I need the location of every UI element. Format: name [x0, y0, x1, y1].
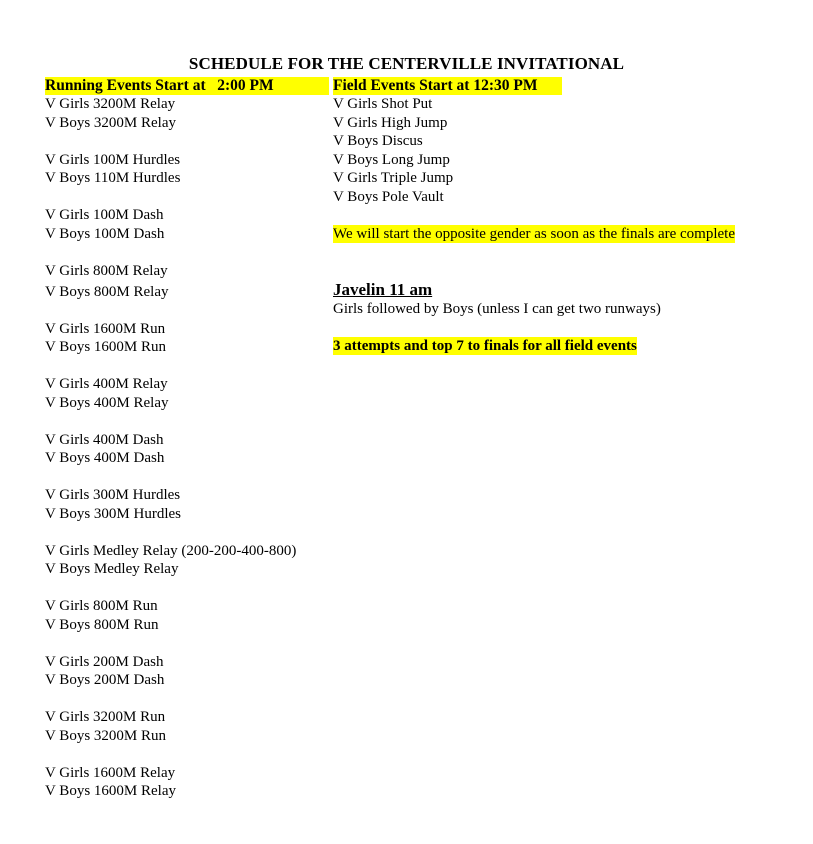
running-event: V Girls 1600M Relay: [45, 764, 176, 781]
opposite-gender-note: We will start the opposite gender as soon as the finals are complete: [333, 225, 736, 242]
spacer: [45, 468, 330, 487]
running-event: V Boys 1600M Run: [45, 339, 166, 355]
finals-rule: 3 attempts and top 7 to finals for all field events: [333, 338, 637, 354]
running-group: [45, 764, 330, 801]
spacer: [333, 206, 803, 225]
running-event: V Girls 800M Relay: [45, 262, 168, 279]
running-event: V Girls Medley Relay (200-200-400-800): [45, 542, 297, 559]
running-event: V Girls 400M Relay: [45, 376, 168, 392]
spacer: [45, 243, 330, 262]
field-event: V Girls Triple Jump: [333, 170, 454, 186]
running-event: V Girls 3200M Relay: [45, 96, 176, 112]
running-group: [45, 320, 330, 357]
running-event: V Boys 200M Dash: [45, 672, 165, 688]
running-event: V Boys 800M Relay: [45, 284, 169, 300]
field-events-list: [333, 95, 803, 356]
opposite-gender-note-row: [333, 225, 803, 244]
spacer: [45, 579, 330, 598]
field-events-header: Field Events Start at 12:30 PM: [333, 77, 562, 95]
running-event: V Girls 100M Dash: [45, 207, 164, 223]
running-event: V Boys 400M Relay: [45, 394, 169, 411]
running-group: [45, 151, 330, 188]
finals-rule-row: [333, 337, 803, 356]
running-group: [45, 206, 330, 243]
running-event: V Girls 1600M Run: [45, 320, 166, 337]
running-event: V Boys 100M Dash: [45, 225, 165, 242]
javelin-note: Girls followed by Boys (unless I can get two runways): [333, 301, 661, 317]
spacer: [333, 243, 803, 280]
running-event: V Boys 1600M Relay: [45, 783, 176, 799]
spacer: [45, 357, 330, 376]
page-title: SCHEDULE FOR THE CENTERVILLE INVITATIONAL: [188, 54, 625, 73]
running-event: V Boys 300M Hurdles: [45, 505, 181, 522]
spacer: [45, 745, 330, 764]
running-event: V Boys 3200M Run: [45, 727, 166, 744]
running-event: V Boys 800M Run: [45, 616, 159, 633]
spacer: [333, 319, 803, 338]
running-group: [45, 708, 330, 745]
running-event: V Girls 400M Dash: [45, 431, 164, 448]
running-group: [45, 653, 330, 690]
spacer: [45, 634, 330, 653]
spacer: [45, 301, 330, 320]
running-event: V Girls 3200M Run: [45, 709, 166, 725]
field-event: V Girls High Jump: [333, 114, 448, 131]
running-event: V Boys 110M Hurdles: [45, 170, 181, 186]
running-group: [45, 95, 330, 132]
spacer: [45, 690, 330, 709]
javelin-title: Javelin 11 am: [333, 280, 433, 299]
running-group: [45, 431, 330, 468]
spacer: [45, 132, 330, 151]
field-event: V Boys Long Jump: [333, 151, 450, 168]
running-group: [45, 375, 330, 412]
field-event: V Boys Pole Vault: [333, 188, 444, 205]
running-events-list: [45, 95, 330, 801]
running-group: [45, 542, 330, 579]
running-event: V Girls 300M Hurdles: [45, 487, 181, 503]
running-group: [45, 486, 330, 523]
running-event: V Boys Medley Relay: [45, 561, 179, 577]
running-event: V Girls 800M Run: [45, 598, 158, 614]
running-event: V Boys 3200M Relay: [45, 114, 176, 131]
spacer: [45, 188, 330, 207]
spacer: [45, 412, 330, 431]
running-group: [45, 262, 330, 302]
running-event: V Girls 200M Dash: [45, 653, 164, 670]
field-event: V Boys Discus: [333, 133, 423, 149]
running-event: V Boys 400M Dash: [45, 450, 165, 466]
running-events-header: Running Events Start at 2:00 PM: [45, 77, 329, 95]
running-event: V Girls 100M Hurdles: [45, 151, 181, 168]
field-event: V Girls Shot Put: [333, 96, 433, 112]
spacer: [45, 523, 330, 542]
running-group: [45, 597, 330, 634]
